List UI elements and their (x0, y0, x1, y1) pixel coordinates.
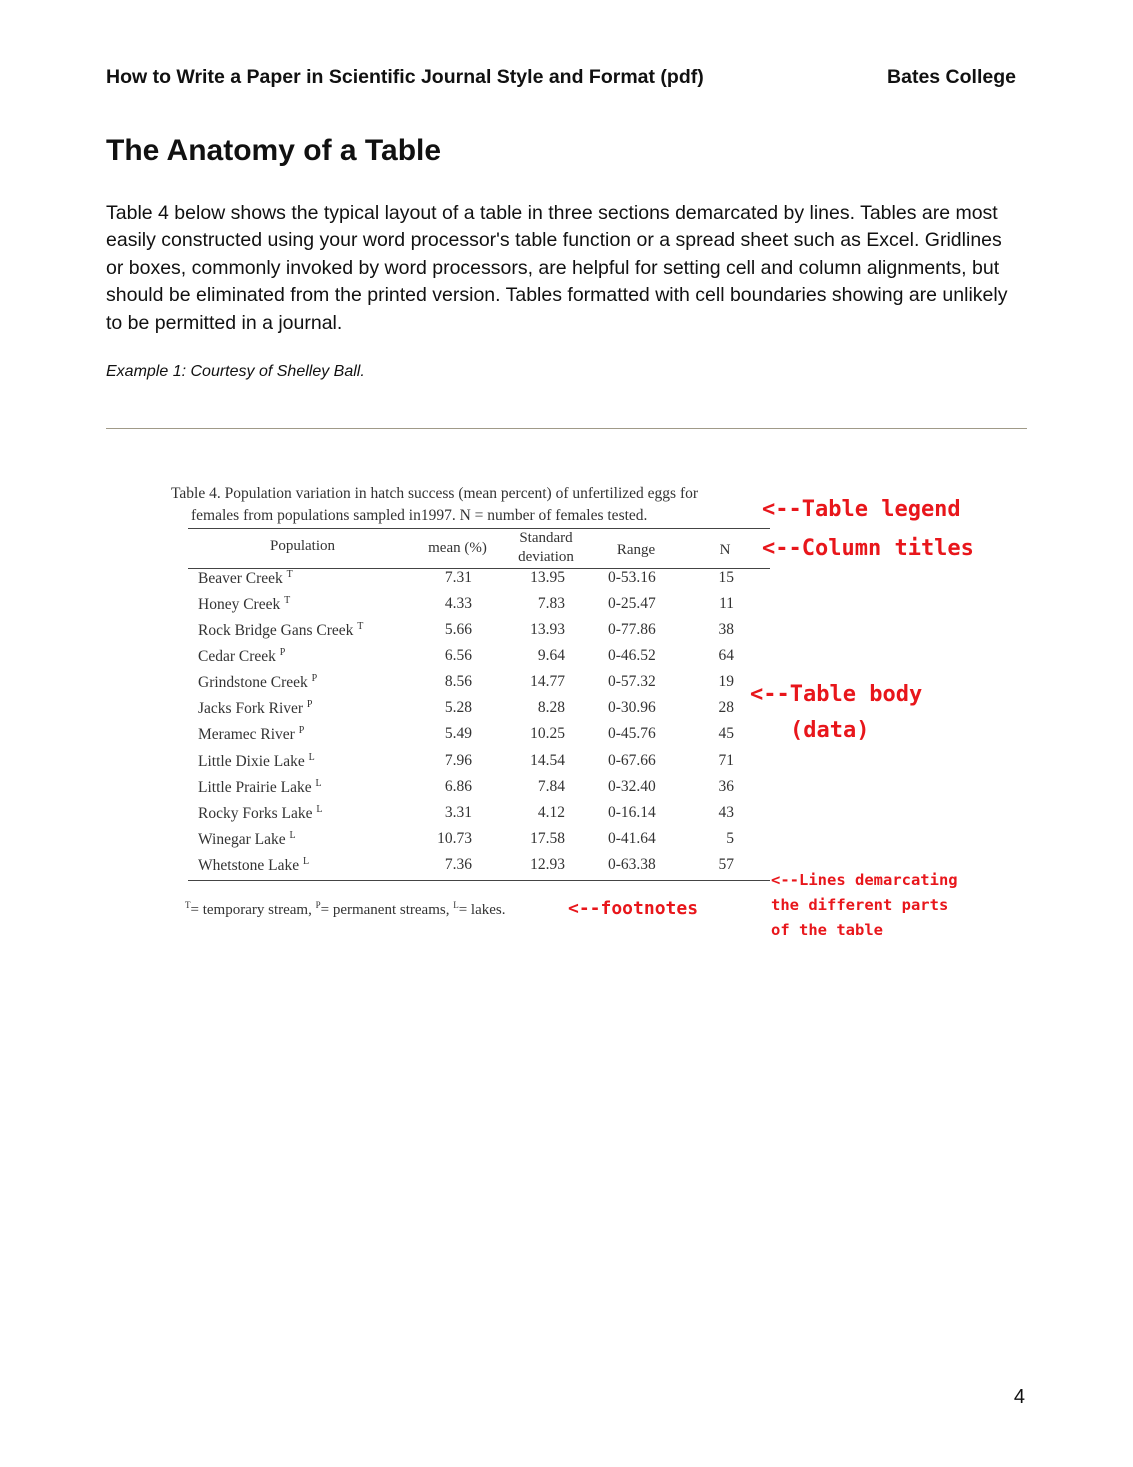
cell-mean: 8.56 (444, 673, 472, 690)
annotation-lines-line3: of the table (771, 921, 883, 939)
cell-n: 5 (726, 830, 734, 847)
cell-mean: 7.31 (444, 569, 472, 586)
table-caption-line1: Table 4. Population variation in hatch success (mean percent) of unfertilized eggs for (171, 485, 699, 502)
col-header-sd-line2: deviation (518, 549, 574, 565)
section-divider (106, 428, 1027, 429)
cell-sd: 10.25 (530, 725, 565, 742)
cell-n: 64 (718, 647, 734, 664)
cell-sd: 4.12 (537, 804, 565, 821)
cell-population: Winegar Lake $^L$ (198, 830, 296, 848)
cell-sd: 7.84 (537, 778, 565, 795)
table-row (0, 621, 780, 647)
annotation-table-legend: <--Table legend (762, 497, 961, 522)
cell-range: 0-16.14 (608, 804, 656, 821)
cell-population: Meramec River $^P$ (198, 725, 305, 743)
table-row (0, 725, 780, 751)
top-rule (188, 528, 770, 529)
col-header-range: Range (616, 542, 656, 558)
header-institution: Bates College (887, 66, 1016, 88)
col-header-mean: mean (%) (428, 540, 487, 556)
cell-n: 57 (718, 856, 734, 873)
cell-mean: 5.66 (444, 621, 472, 638)
table-row (0, 830, 780, 856)
example-note: Example 1: Courtesy of Shelley Ball. (106, 363, 365, 380)
col-header-population: Population (269, 538, 335, 554)
cell-population: Little Prairie Lake $^L$ (198, 778, 322, 796)
cell-range: 0-32.40 (608, 778, 656, 795)
cell-sd: 14.54 (530, 752, 565, 769)
table-row (0, 569, 780, 595)
cell-sd: 7.83 (537, 595, 565, 612)
cell-mean: 3.31 (444, 804, 472, 821)
header-document-title: How to Write a Paper in Scientific Journal Style and Format (pdf) (106, 66, 704, 88)
cell-population: Cedar Creek $^P$ (198, 647, 286, 665)
table-row (0, 804, 780, 830)
cell-population: Whetstone Lake $^L$ (198, 856, 310, 874)
table-row (0, 699, 780, 725)
cell-range: 0-63.38 (608, 856, 656, 873)
intro-paragraph: Table 4 below shows the typical layout of a table in three sections demarcated by lines. Tables are most easily constructed using your word processor's table function or a spread sheet such as Excel. Gridlines or boxes, commonly invoked by word processors, are helpful for setting cell and column alignments, but should be eliminated from the printed version. Tables formatted with cell boundaries showing are unlikely to be permitted in a journal. (106, 202, 1008, 334)
cell-range: 0-25.47 (608, 595, 656, 612)
cell-range: 0-77.86 (608, 621, 656, 638)
col-header-n: N (719, 542, 731, 558)
cell-sd: 8.28 (537, 699, 565, 716)
cell-n: 19 (718, 673, 734, 690)
cell-sd: 12.93 (530, 856, 565, 873)
cell-population: Rock Bridge Gans Creek $^T$ (198, 621, 364, 639)
table-row (0, 595, 780, 621)
cell-n: 38 (718, 621, 734, 638)
cell-population: Honey Creek $^T$ (198, 595, 291, 613)
cell-n: 36 (718, 778, 734, 795)
cell-mean: 5.28 (444, 699, 472, 716)
annotation-lines-line2: the different parts (771, 896, 949, 914)
cell-n: 11 (719, 595, 734, 612)
cell-range: 0-45.76 (608, 725, 656, 742)
annotation-lines (771, 868, 958, 943)
cell-n: 15 (718, 569, 734, 586)
col-header-sd-line1: Standard (519, 530, 573, 546)
cell-sd: 13.95 (530, 569, 565, 586)
table-footnotes: $^T$= temporary stream, $^P$= permanent streams, $^L$= lakes. (185, 900, 506, 918)
cell-range: 0-41.64 (608, 830, 656, 847)
page-number: 4 (1013, 1386, 1025, 1408)
cell-range: 0-53.16 (608, 569, 656, 586)
annotation-column-titles: <--Column titles (762, 536, 974, 561)
table-row (0, 856, 780, 882)
page-title: The Anatomy of a Table (106, 134, 442, 167)
table-row (0, 752, 780, 778)
table-row (0, 673, 780, 699)
cell-mean: 7.36 (444, 856, 472, 873)
cell-range: 0-67.66 (608, 752, 656, 769)
cell-population: Beaver Creek $^T$ (198, 569, 293, 587)
annotation-footnotes: <--footnotes (568, 898, 699, 919)
cell-mean: 7.96 (444, 752, 472, 769)
cell-mean: 4.33 (444, 595, 472, 612)
cell-sd: 9.64 (537, 647, 565, 664)
table-row (0, 778, 780, 804)
cell-population: Jacks Fork River $^P$ (198, 699, 313, 717)
annotation-pointer-line (740, 880, 770, 881)
cell-population: Rocky Forks Lake $^L$ (198, 804, 323, 822)
cell-mean: 6.86 (444, 778, 472, 795)
cell-mean: 6.56 (444, 647, 472, 664)
running-header (106, 66, 1016, 89)
col-header-sd (500, 529, 592, 567)
cell-mean: 10.73 (437, 830, 472, 847)
table-caption-line2: females from populations sampled in1997. N = number of females tested. (191, 507, 648, 524)
table-row (0, 647, 780, 673)
cell-n: 43 (718, 804, 734, 821)
annotation-table-body: <--Table body (750, 682, 923, 707)
cell-range: 0-30.96 (608, 699, 656, 716)
cell-population: Little Dixie Lake $^L$ (198, 752, 315, 770)
cell-range: 0-57.32 (608, 673, 656, 690)
cell-sd: 13.93 (530, 621, 565, 638)
cell-n: 28 (718, 699, 734, 716)
annotation-table-body-data: (data) (790, 718, 870, 743)
cell-sd: 17.58 (530, 830, 565, 847)
cell-n: 71 (718, 752, 734, 769)
bottom-rule (188, 880, 740, 881)
cell-sd: 14.77 (530, 673, 565, 690)
annotation-lines-line1: <--Lines demarcating (771, 871, 958, 889)
cell-mean: 5.49 (444, 725, 472, 742)
cell-population: Grindstone Creek $^P$ (198, 673, 318, 691)
cell-n: 45 (718, 725, 734, 742)
cell-range: 0-46.52 (608, 647, 656, 664)
